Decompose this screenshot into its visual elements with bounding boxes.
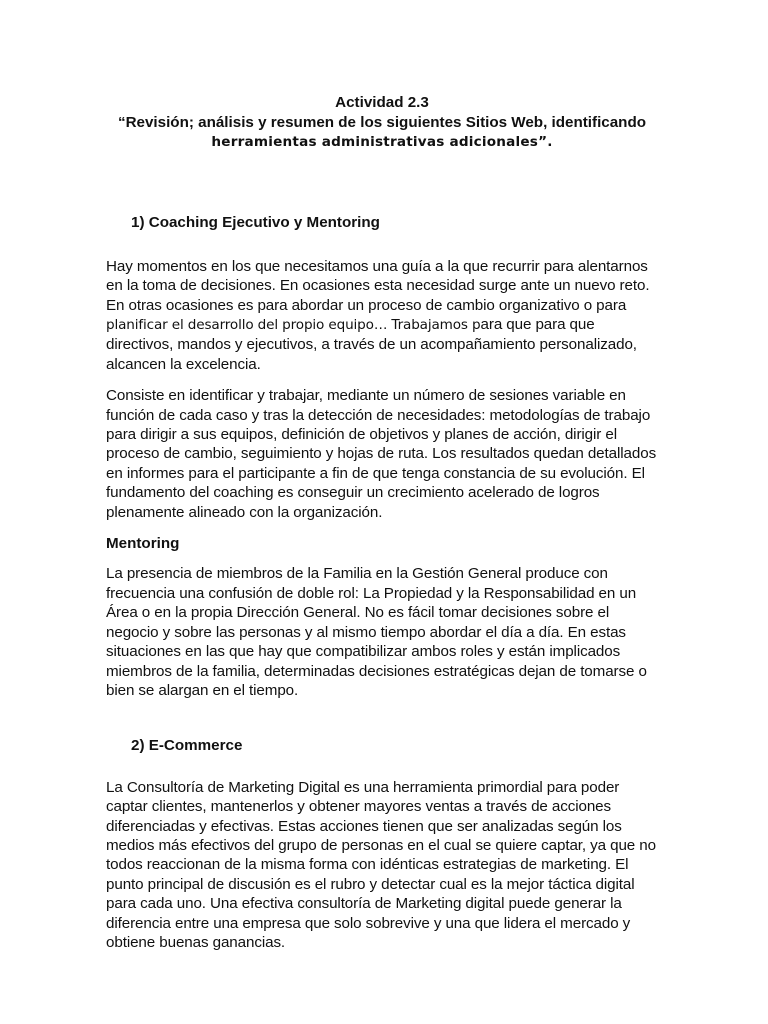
- subheading-mentoring: Mentoring: [106, 535, 180, 553]
- section-heading-coaching: 1) Coaching Ejecutivo y Mentoring: [131, 214, 380, 232]
- paragraph-coaching-intro-mixed: planificar el desarrollo del propio equipo… Trabajamos p: [106, 317, 481, 334]
- paragraph-coaching-intro: [106, 257, 660, 374]
- paragraph-ecommerce: La Consultoría de Marketing Digital es una herramienta primordial para poder captar clientes, mantenerlos y obtener mayores ventas a través de acciones diferenciadas y efectivas. Estas acciones tienen que ser analizadas según los medios más efectivos del grupo de personas en el cual se quiere captar, ya que no todos reaccionan de la misma forma con idénticas estrategias de marketing. El punto principal de discusión es el rubro y detectar cual es la mejor táctica digital para cada uno. Una efectiva consultoría de Marketing digital puede generar la diferencia entre una empresa que solo sobrevive y una que lidera el mercado y obtiene buenas ganancias.: [106, 778, 656, 951]
- section-heading-ecommerce: 2) E-Commerce: [131, 737, 243, 755]
- paragraph-coaching-intro-start: Hay momentos en los que necesitamos una guía a la que recurrir para alentarnos en la toma de decisiones. En ocasiones esta necesidad surge ante un nuevo reto. En otras ocasiones es para abordar un proceso de cambio organizativo o para: [106, 257, 650, 314]
- document-subtitle-line1: “Revisión; análisis y resumen de los siguientes Sitios Web, identificando: [117, 113, 647, 131]
- document-title: Actividad 2.3: [335, 94, 429, 111]
- paragraph-mentoring: La presencia de miembros de la Familia en la Gestión General produce con frecuencia una confusión de doble rol: La Propiedad y la Responsabilidad en un Área o en la propia Dirección General. No es fácil tomar decisiones sobre el negocio y sobre las personas y al mismo tiempo abordar el día a día. En estas situaciones en las que hay que compatibilizar ambos roles y están implicados miembros de la familia, determinadas decisiones estratégicas dejan de tomarse o bien se alargan en el tiempo.: [106, 565, 647, 699]
- paragraph-coaching-intro-end: ara que para que directivos, mandos y ejecutivos, a través de un acompañamiento personalizado, alcancen la excelencia.: [106, 316, 637, 373]
- paragraph-coaching-method: Consiste en identificar y trabajar, mediante un número de sesiones variable en función de cada caso y tras la detección de necesidades: metodologías de trabajo para dirigir a sus equipos, definición de objetivos y planes de acción, dirigir el proceso de cambio, seguimiento y hojas de ruta. Los resultados quedan detallados en informes para el participante a fin de que tenga constancia de su evolución. El fundamento del coaching es conseguir un crecimiento acelerado de logros plenamente alineado con la organización.: [106, 387, 657, 521]
- title-block: [106, 93, 660, 152]
- document-subtitle-line2: herramientas administrativas adicionales”.: [211, 133, 553, 150]
